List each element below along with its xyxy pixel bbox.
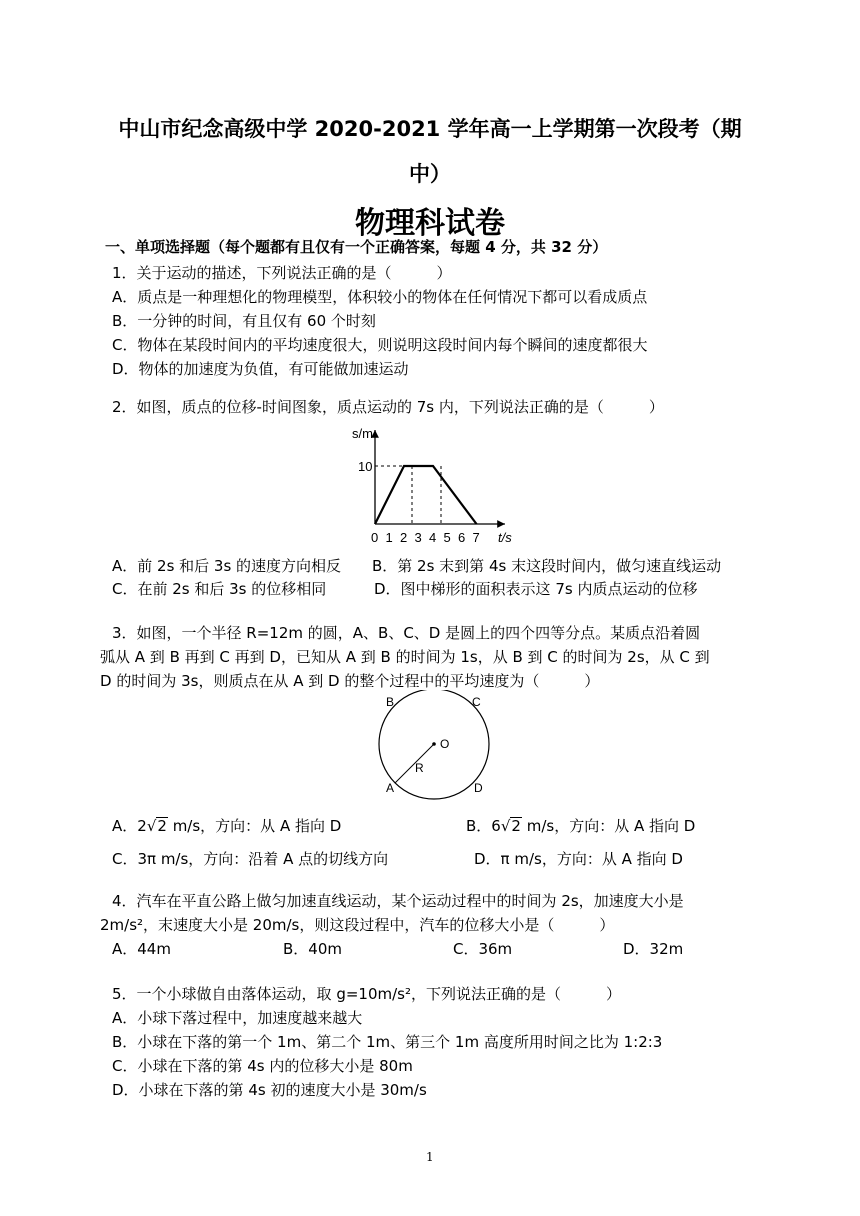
x-tick-7: 7 (472, 530, 480, 545)
label-o: O (440, 737, 450, 751)
y-tick-10: 10 (358, 459, 373, 474)
q3-option-a: A．2√2 m/s，方向：从 A 指向 D (112, 817, 342, 835)
q2-option-c: C．在前 2s 和后 3s 的位移相同 (112, 580, 327, 598)
x-tick-labels (371, 530, 480, 545)
q5-option-b: B．小球在下落的第一个 1m、第二个 1m、第三个 1m 高度所用时间之比为 1:2:3 (112, 1033, 663, 1051)
q3-option-d: D．π m/s，方向：从 A 指向 D (474, 850, 683, 868)
page-number: 1 (426, 1150, 434, 1164)
q1-option-c: C．物体在某段时间内的平均速度很大，则说明这段时间内每个瞬间的速度都很大 (112, 336, 648, 354)
q2-option-a: A．前 2s 和后 3s 的速度方向相反 (112, 557, 342, 575)
exam-subject: 物理科试卷 (355, 206, 505, 241)
q2-stem: 2．如图，质点的位移-时间图象，质点运动的 7s 内，下列说法正确的是（ ） (112, 398, 664, 416)
st-data-line (375, 466, 477, 524)
x-axis-label: t/s (498, 530, 512, 545)
x-tick-4: 4 (429, 530, 437, 545)
q4-option-b: B．40m (283, 940, 342, 958)
q5-option-a: A．小球下落过程中，加速度越来越大 (112, 1009, 363, 1027)
q4-stem-line2: 2m/s²，末速度大小是 20m/s，则这段过程中，汽车的位移大小是（ ） (100, 916, 615, 934)
x-tick-5: 5 (443, 530, 451, 545)
q3-option-c: C．3π m/s，方向：沿着 A 点的切线方向 (112, 850, 389, 868)
label-d: D (474, 781, 483, 795)
x-tick-2: 2 (400, 530, 408, 545)
q1-stem: 1．关于运动的描述，下列说法正确的是（ ） (112, 264, 452, 282)
q1-option-d: D．物体的加速度为负值，有可能做加速运动 (112, 360, 409, 378)
q4-stem-line1: 4．汽车在平直公路上做匀加速直线运动，某个运动过程中的时间为 2s，加速度大小是 (112, 892, 684, 910)
sqrt-icon: √ (500, 817, 511, 835)
sqrt-icon: √ (146, 817, 157, 835)
q3-stem-line1: 3．如图，一个半径 R=12m 的圆，A、B、C、D 是圆上的四个四等分点。某质点沿着圆 (112, 624, 701, 642)
q4-option-d: D．32m (623, 940, 684, 958)
x-tick-0: 0 (371, 530, 379, 545)
x-tick-1: 1 (385, 530, 393, 545)
exam-title-line2: 中） (409, 162, 451, 186)
exam-title-line1: 中山市纪念高级中学 2020-2021 学年高一上学期第一次段考（期 (118, 117, 742, 141)
x-tick-6: 6 (458, 530, 466, 545)
q5-stem: 5．一个小球做自由落体运动，取 g=10m/s²，下列说法正确的是（ ） (112, 985, 621, 1003)
label-r: R (415, 761, 424, 775)
label-b: B (386, 695, 395, 709)
q3-circle-figure (370, 690, 500, 802)
x-tick-3: 3 (414, 530, 422, 545)
q4-option-a: A．44m (112, 940, 171, 958)
y-axis-label: s/m (352, 426, 373, 441)
label-c: C (472, 695, 481, 709)
section-heading: 一、单项选择题（每个题都有且仅有一个正确答案，每题 4 分，共 32 分） (105, 238, 608, 256)
q3-option-b: B．6√2 m/s，方向：从 A 指向 D (466, 817, 696, 835)
q1-option-b: B．一分钟的时间，有且仅有 60 个时刻 (112, 312, 376, 330)
q5-option-c: C．小球在下落的第 4s 内的位移大小是 80m (112, 1057, 413, 1075)
q4-option-c: C．36m (453, 940, 513, 958)
q1-option-a: A．质点是一种理想化的物理模型，体积较小的物体在任何情况下都可以看成质点 (112, 288, 648, 306)
q2-option-d: D．图中梯形的面积表示这 7s 内质点运动的位移 (374, 580, 698, 598)
q5-option-d: D．小球在下落的第 4s 初的速度大小是 30m/s (112, 1081, 427, 1099)
center-point (432, 742, 436, 746)
label-a: A (386, 781, 395, 795)
q3-stem-line2: 弧从 A 到 B 再到 C 再到 D，已知从 A 到 B 的时间为 1s，从 B 到 C 的时间为 2s，从 C 到 (100, 648, 710, 666)
q2-option-b: B．第 2s 末到第 4s 末这段时间内，做匀速直线运动 (372, 557, 722, 575)
q2-displacement-time-graph (340, 418, 520, 548)
q3-stem-line3: D 的时间为 3s，则质点在从 A 到 D 的整个过程中的平均速度为（ ） (100, 672, 600, 690)
